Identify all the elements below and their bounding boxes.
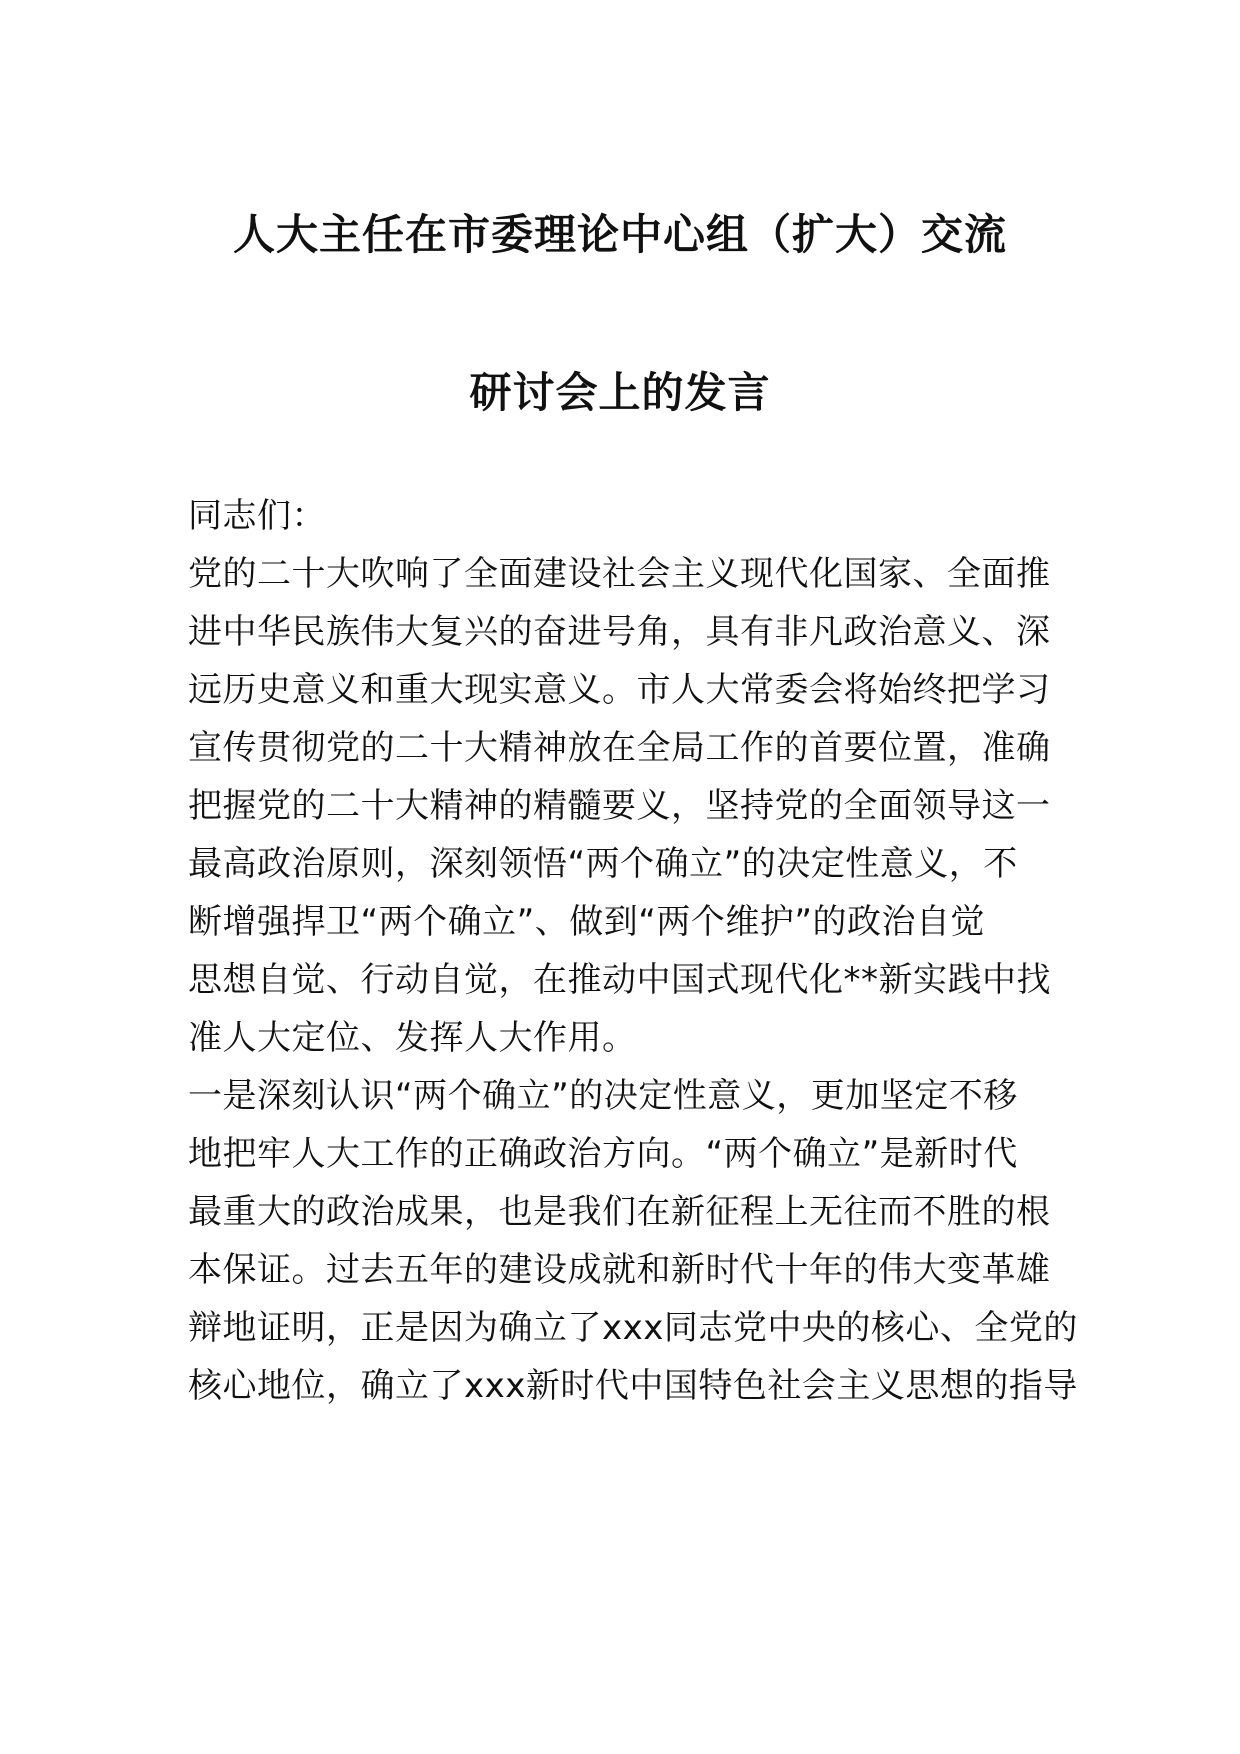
paragraph-line: 远历史意义和重大现实意义。市人大常委会将始终把学习	[188, 670, 1051, 710]
document-title-line-1: 人大主任在市委理论中心组（扩大）交流	[232, 210, 1007, 259]
paragraph-line: 最重大的政治成果，也是我们在新征程上无往而不胜的根	[188, 1192, 1051, 1232]
paragraph-line: 本保证。过去五年的建设成就和新时代十年的伟大变革雄	[188, 1250, 1051, 1290]
paragraph-line: 一是深刻认识“两个确立”的决定性意义，更加坚定不移	[188, 1076, 1018, 1116]
paragraph-line: 最高政治原则，深刻领悟“两个确立”的决定性意义，不	[188, 844, 1018, 884]
paragraph-line: 进中华民族伟大复兴的奋进号角，具有非凡政治意义、深	[188, 612, 1051, 652]
paragraph-line: 党的二十大吹响了全面建设社会主义现代化国家、全面推	[188, 554, 1051, 594]
document-title-line-2: 研讨会上的发言	[469, 368, 771, 417]
paragraph-line: 断增强捍卫“两个确立”、做到“两个维护”的政治自觉	[188, 902, 985, 942]
salutation: 同志们：	[188, 496, 326, 536]
paragraph-line: 核心地位，确立了xxx新时代中国特色社会主义思想的指导	[188, 1366, 1078, 1406]
paragraph-line: 思想自觉、行动自觉，在推动中国式现代化**新实践中找	[188, 960, 1051, 1000]
paragraph-line: 准人大定位、发挥人大作用。	[188, 1018, 637, 1058]
paragraph-line: 把握党的二十大精神的精髓要义，坚持党的全面领导这一	[188, 786, 1051, 826]
paragraph-line: 宣传贯彻党的二十大精神放在全局工作的首要位置，准确	[188, 728, 1051, 768]
paragraph-line: 辩地证明，正是因为确立了xxx同志党中央的核心、全党的	[188, 1308, 1078, 1348]
paragraph-line: 地把牢人大工作的正确政治方向。“两个确立”是新时代	[188, 1134, 1018, 1174]
